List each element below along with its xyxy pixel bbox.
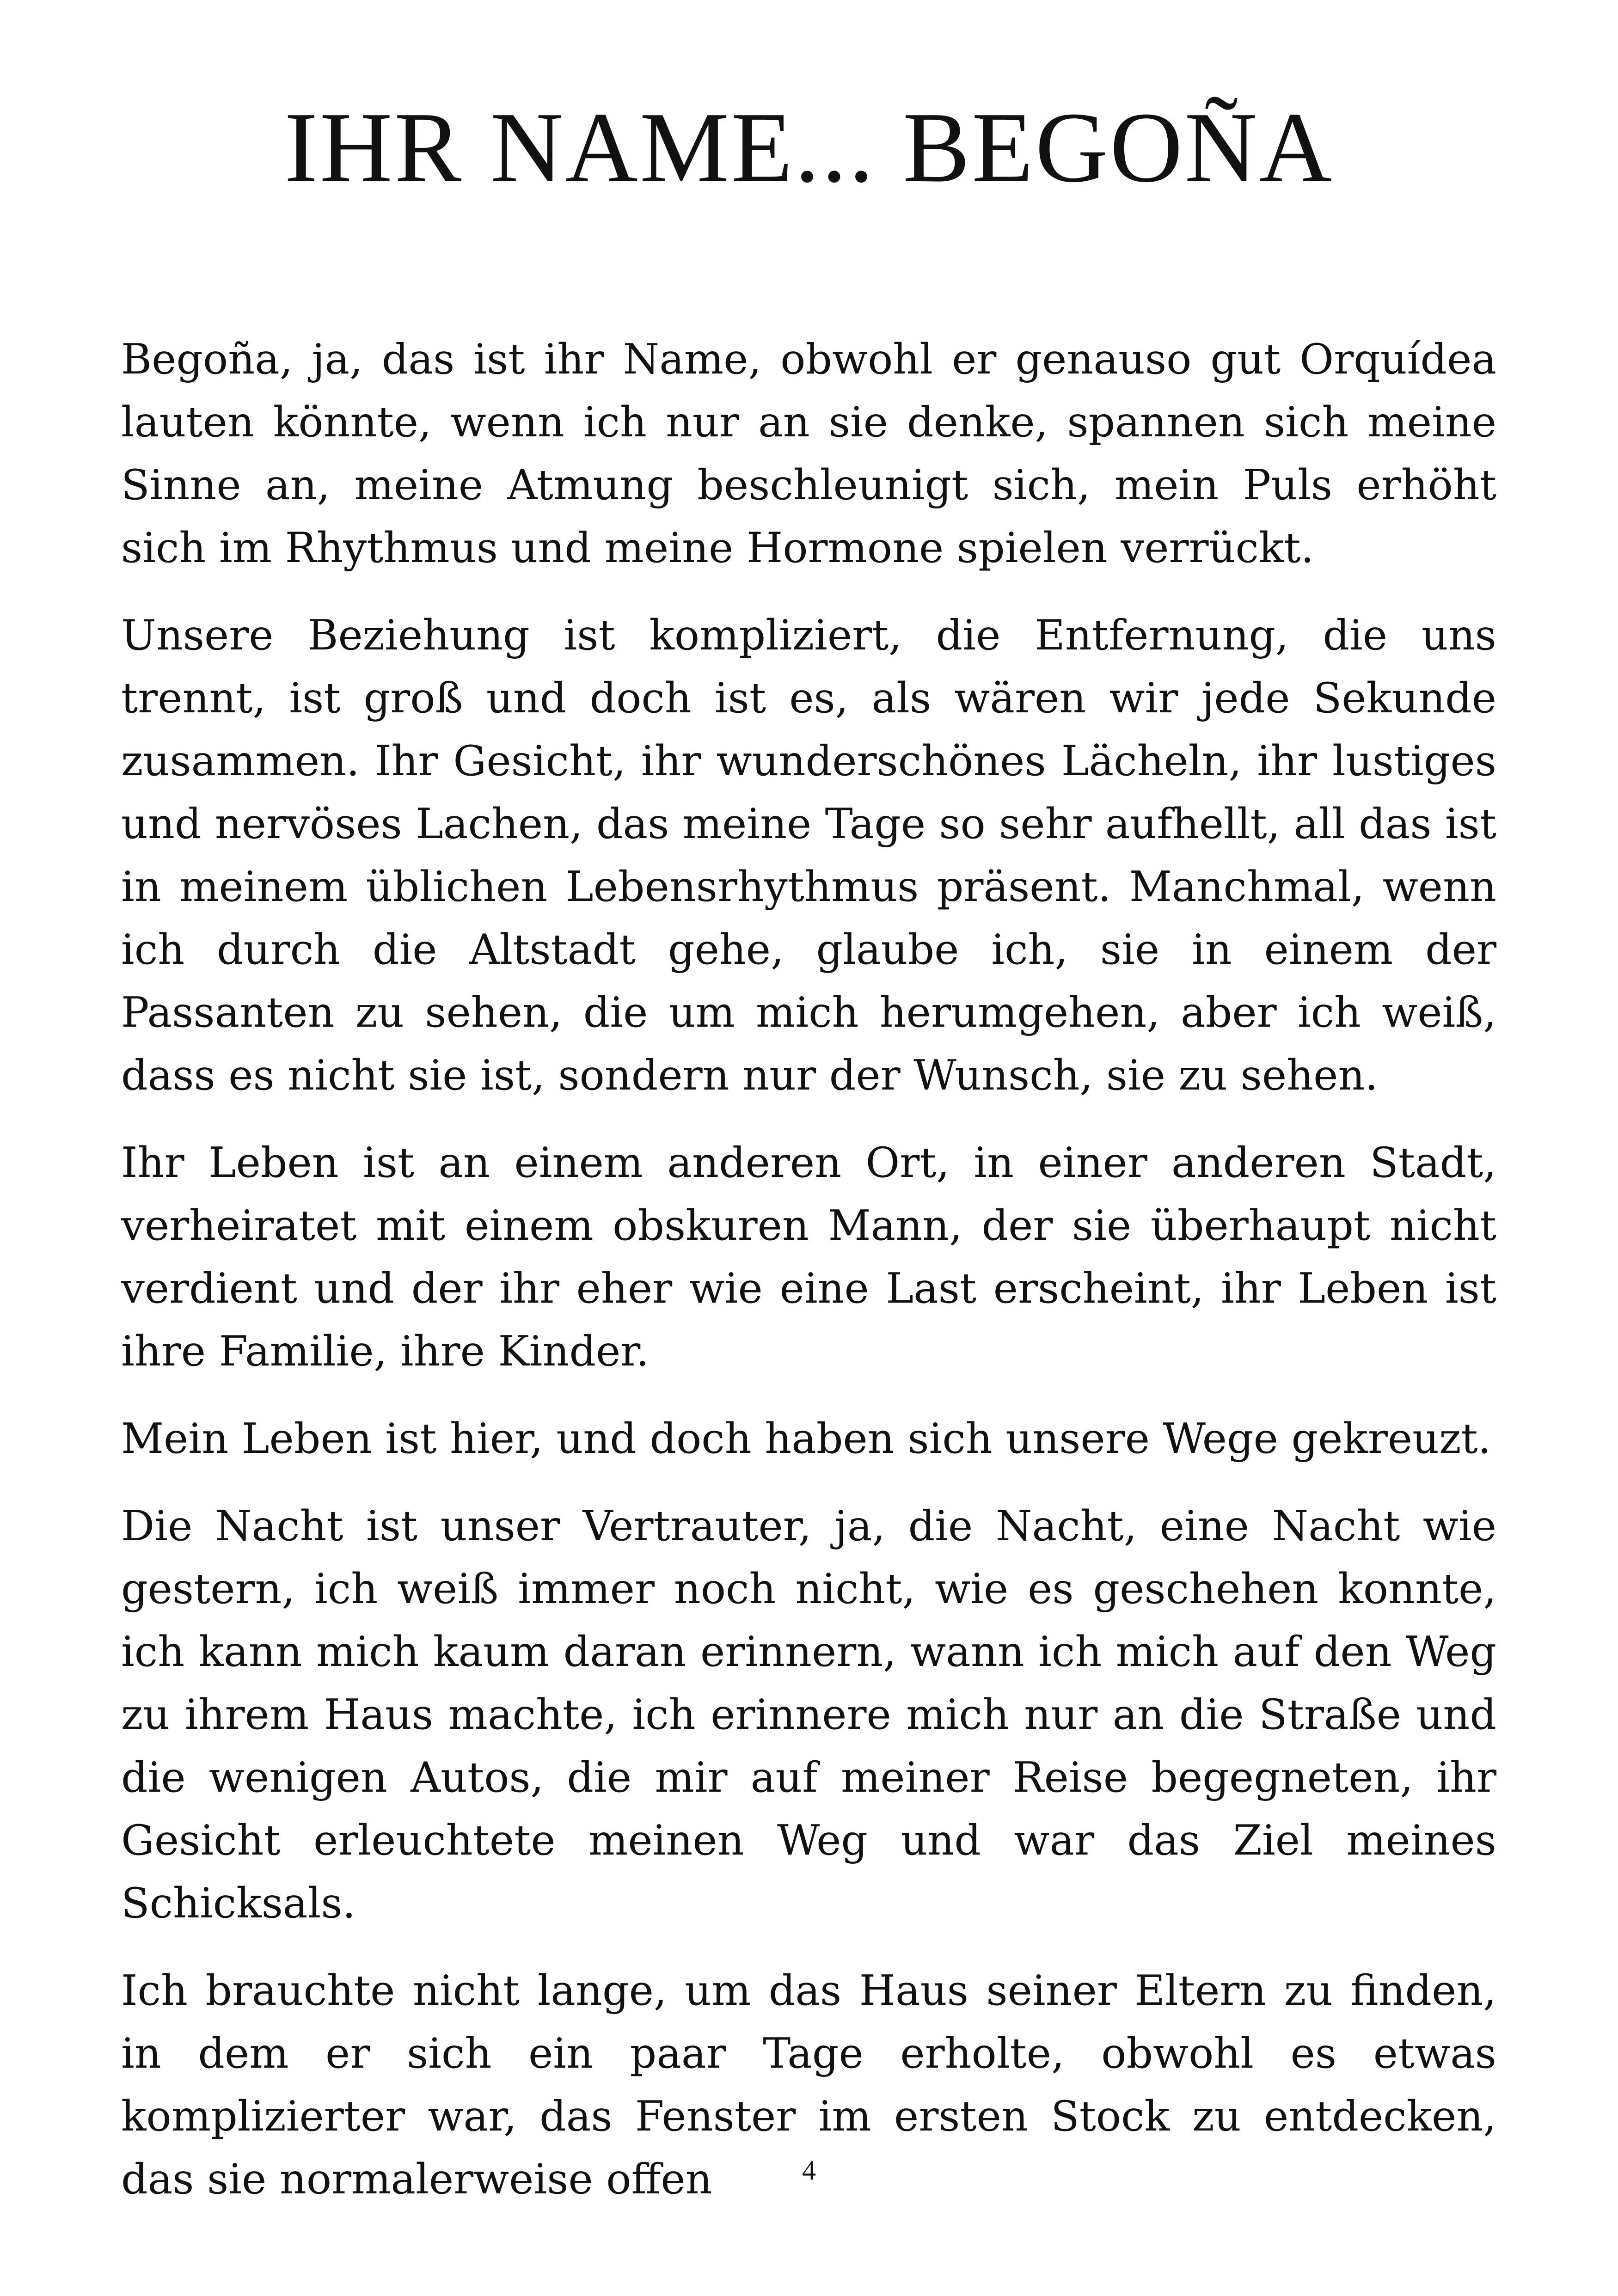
body-text <box>121 328 1496 2235</box>
paragraph: Ich brauchte nicht lange, um das Haus seiner Eltern zu finden, in dem er sich ein paar Tage erholte, obwohl es etwas komplizierter war, das Fenster im ersten Stock zu entdecken, das sie normalerweise offen <box>121 1966 1496 2204</box>
paragraph: Begoña, ja, das ist ihr Name, obwohl er genauso gut Orquídea lauten könnte, wenn ich nur an sie denke, spannen sich meine Sinne an, meine Atmung beschleunigt sich, mein Puls erhöht sich im Rhythmus und meine Hormone spielen verrückt. <box>121 335 1496 572</box>
page-number: 4 <box>802 2155 816 2186</box>
paragraph: Ihr Leben ist an einem anderen Ort, in einer anderen Stadt, verheiratet mit einem obskuren Mann, der sie überhaupt nicht verdient und der ihr eher wie eine Last erscheint, ihr Leben ist ihre Familie, ihre Kinder. <box>121 1139 1496 1376</box>
paragraph: Mein Leben ist hier, und doch haben sich unsere Wege gekreuzt. <box>121 1414 1491 1463</box>
paragraph: Die Nacht ist unser Vertrauter, ja, die Nacht, eine Nacht wie gestern, ich weiß immer noch nicht, wie es geschehen konnte, ich kann mich kaum daran erinnern, wann ich mich auf den Weg zu ihrem Haus machte, ich erinnere mich nur an die Straße und die wenigen Autos, die mir auf meiner Reise begegneten, ihr Gesicht erleuchtete meinen Weg und war das Ziel meines Schicksals. <box>121 1502 1496 1928</box>
chapter-title: IHR NAME... BEGOÑA <box>284 92 1334 203</box>
paragraph: Unsere Beziehung ist kompliziert, die Entfernung, die uns trennt, ist groß und doch ist es, als wären wir jede Sekunde zusammen. Ihr Gesicht, ihr wunderschönes Lächeln, ihr lustiges und nervöses Lachen, das meine Tage so sehr aufhellt, all das ist in meinem üblichen Lebensrhythmus präsent. Manchmal, wenn ich durch die Altstadt gehe, glaube ich, sie in einem der Passanten zu sehen, die um mich herumgehen, aber ich weiß, dass es nicht sie ist, sondern nur der Wunsch, sie zu sehen. <box>121 611 1496 1100</box>
